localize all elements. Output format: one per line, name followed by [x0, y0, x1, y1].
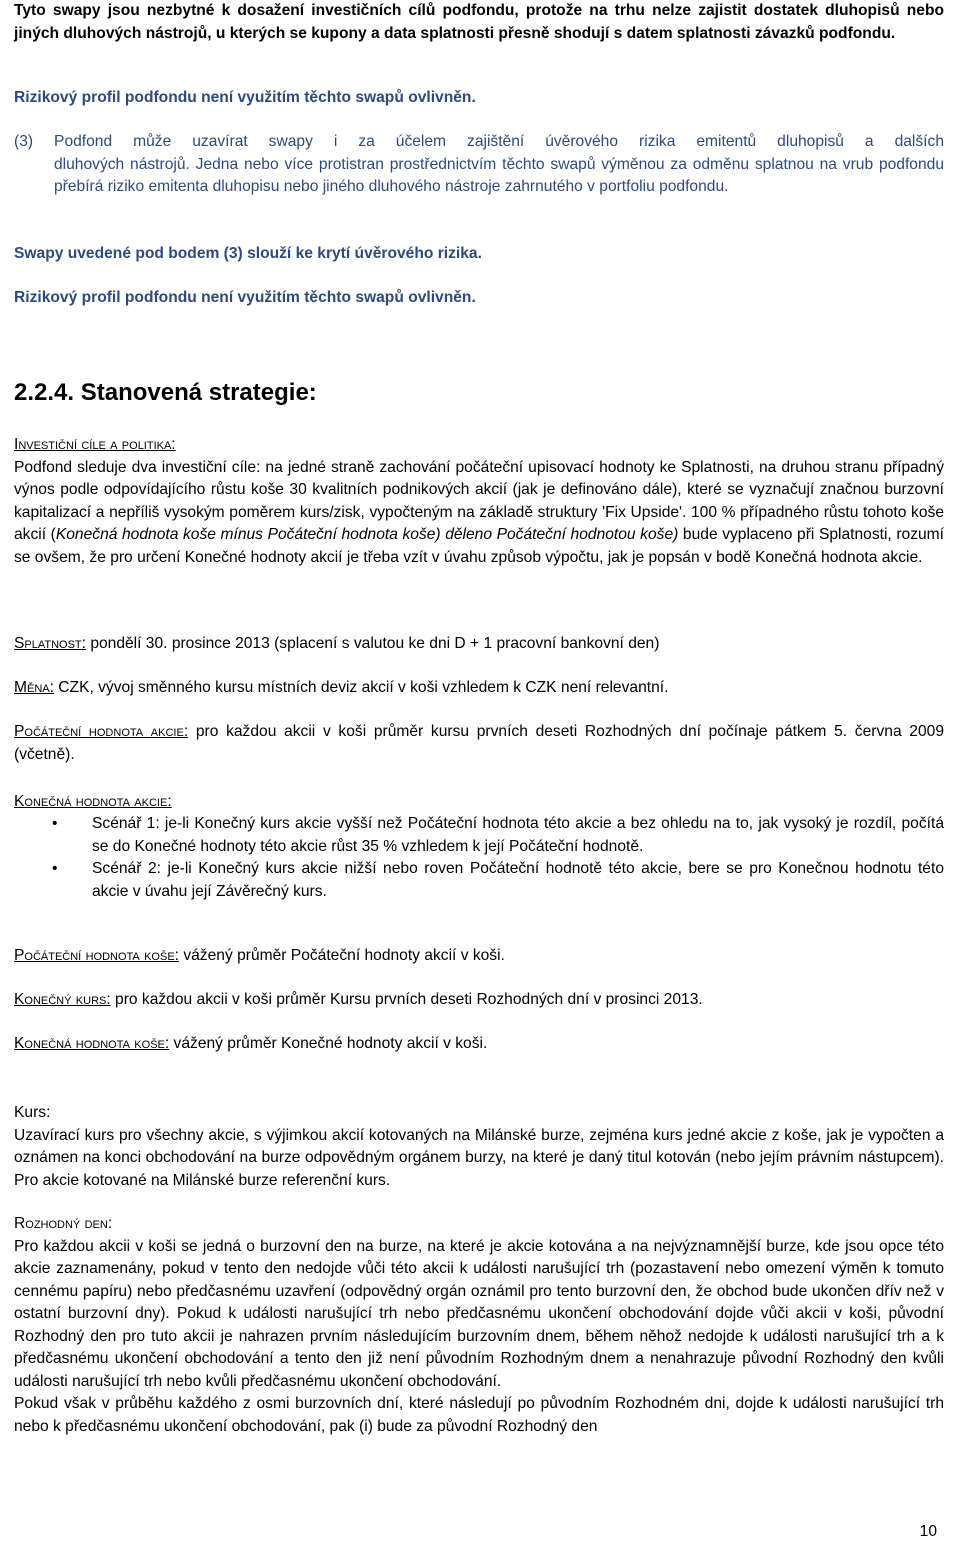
- rate-label: Kurs:: [14, 1104, 51, 1121]
- investment-goals: [14, 434, 944, 569]
- final-basket-value-text: vážený průměr Konečné hodnoty akcií v koši.: [169, 1035, 488, 1052]
- initial-share-value-text: pro každou akcii v koši průměr kursu prvních deseti Rozhodných dní počínaje pátkem 5. června 2009 (včetně).: [14, 723, 944, 763]
- decision-day-label: Rozhodný den:: [14, 1215, 113, 1232]
- currency: [14, 677, 944, 700]
- final-rate-label: Konečný kurs:: [14, 991, 111, 1008]
- list-item: • Scénář 2: je-li Konečný kurs akcie nižší nebo roven Počáteční hodnotě této akcie, bere se pro Konečnou hodnotu této akcie v úvahu její Závěrečný kurs.: [52, 860, 944, 900]
- item-3-first-line: (3) Podfond může uzavírat swapy i za účelem zajištění úvěrového rizika emitentů dluhopisů a dalších: [14, 133, 944, 150]
- maturity: [14, 633, 944, 656]
- final-share-scenarios: [14, 813, 944, 903]
- item-3-rest: dluhových nástrojů. Jedna nebo více protistran prostřednictvím těchto swapů výměnou za odměnu splatnou na vrub podfondu přebírá riziko emitenta dluhopisu nebo jiného dluhového nástroje zahrnutého v portfoliu podfondu.: [54, 155, 944, 195]
- final-basket-value: [14, 1033, 944, 1056]
- section-heading: 2.2.4. Stanovená strategie:: [14, 379, 317, 406]
- initial-basket-value: [14, 945, 944, 968]
- initial-share-value-label: Počáteční hodnota akcie:: [14, 723, 189, 740]
- maturity-label: Splatnost:: [14, 635, 86, 652]
- risk-profile-note-1: Rizikový profil podfondu není využitím těchto swapů ovlivněn.: [14, 89, 476, 106]
- final-rate-text: pro každou akcii v koši průměr Kursu prvních deseti Rozhodných dní v prosinci 2013.: [110, 991, 703, 1008]
- intro-paragraph: Tyto swapy jsou nezbytné k dosažení investičních cílů podfondu, protože na trhu nelze zajistit dostatek dluhopisů nebo jiných dluhových nástrojů, u kterých se kupony a data splatnosti přesně shodují s datem splatnosti závazků podfondu.: [14, 2, 944, 42]
- item-3: [14, 131, 944, 199]
- bullet-icon: •: [52, 860, 58, 877]
- bullet-icon: •: [52, 815, 58, 832]
- final-share-value-label: Konečná hodnota akcie:: [14, 793, 172, 810]
- investment-goals-label: Investiční cíle a politika:: [14, 436, 176, 453]
- rate-text: Uzavírací kurs pro všechny akcie, s výjimkou akcií kotovaných na Milánské burze, zejména kurs jedné akcie z koše, jak je vypočten a oznámen na konci obchodování na burze odpovědným orgánem burzy, na které je daný titul kotován (nebo jejím právním nástupcem). Pro akcie kotované na Milánské burze referenční kurs.: [14, 1126, 944, 1189]
- rate: [14, 1102, 944, 1192]
- currency-label: Měna:: [14, 679, 54, 696]
- decision-day-text-1: Pro každou akcii v koši se jedná o burzovní den na burze, na které je akcie kotována a na nejvýznamnější burze, kde jsou opce této akcie zaznamenány, pokud v tento den nedojde vůči této akcii k události narušující trh (pozastavení nebo omezení výměn k tomuto cennému papíru) nebo předčasnému uzavření (odpovědný orgán oznámil pro tento burzovní den, že obchod bude ukončen dřív než v ostatní burzovní dny). Pokud k události narušující trh nebo předčasnému ukončení obchodování dojde vůči akcii v koši, původní Rozhodný den pro tuto akcii je nahrazen prvním následujícím burzovním dnem, během něhož nedojde k události narušující trh a k předčasnému ukončení obchodování a tento den již není původním Rozhodným dnem a nenahrazuje původní Rozhodný den kvůli události narušující trh nebo kvůli předčasnému ukončení obchodování.: [14, 1237, 944, 1390]
- investment-goals-text: Podfond sleduje dva investiční cíle: na jedné straně zachování počáteční upisovací hodnoty ke Splatnosti, na druhou stranu případný výnos podle odpovídajícího růstu koše 30 kvalitních podnikových akcií (jak je definováno dále), které se vyznačují značnou burzovní kapitalizací a nepříliš vysokým poměrem kurs/zisk, vypočteným na základě struktury 'Fix Upside'. 100 % případného růstu tohoto koše akcií (Konečná hodnota koše mínus Počáteční hodnota koše) děleno Počáteční hodnotou koše) bude vyplaceno při Splatnosti, rozumí se ovšem, že pro určení Konečné hodnoty akcií je třeba vzít v úvahu způsob výpočtu, jak je popsán v bodě Konečná hodnota akcie.: [14, 458, 945, 566]
- maturity-value: pondělí 30. prosince 2013 (splacení s valutou ke dni D + 1 pracovní bankovní den): [85, 635, 660, 652]
- formula-italic: Konečná hodnota koše mínus Počáteční hodnota koše) děleno Počáteční hodnotou koše): [55, 526, 679, 543]
- initial-basket-value-label: Počáteční hodnota koše:: [14, 947, 179, 964]
- final-basket-value-label: Konečná hodnota koše:: [14, 1035, 170, 1052]
- initial-basket-value-text: vážený průměr Počáteční hodnoty akcií v koši.: [179, 947, 505, 964]
- initial-share-value: [14, 721, 944, 766]
- final-rate: [14, 989, 944, 1012]
- currency-value: CZK, vývoj směnného kursu místních deviz akcií v koši vzhledem k CZK není relevantní.: [53, 679, 669, 696]
- swaps-3-note: Swapy uvedené pod bodem (3) slouží ke krytí úvěrového rizika.: [14, 245, 482, 262]
- decision-day: [14, 1213, 944, 1438]
- risk-profile-note-2: Rizikový profil podfondu není využitím těchto swapů ovlivněn.: [14, 289, 476, 306]
- list-item: • Scénář 1: je-li Konečný kurs akcie vyšší než Počáteční hodnota této akcie a bez ohledu na to, jak vysoký je rozdíl, počítá se do Konečné hodnoty této akcie růst 35 % vzhledem k její Počáteční hodnotě.: [52, 815, 944, 855]
- page-number: 10: [919, 1523, 937, 1540]
- decision-day-text-2: Pokud však v průběhu každého z osmi burzovních dní, které následují po původním Rozhodném dni, dojde k události narušující trh nebo k předčasnému ukončení obchodování, pak (i) bude za původní Rozhodný den: [14, 1395, 944, 1435]
